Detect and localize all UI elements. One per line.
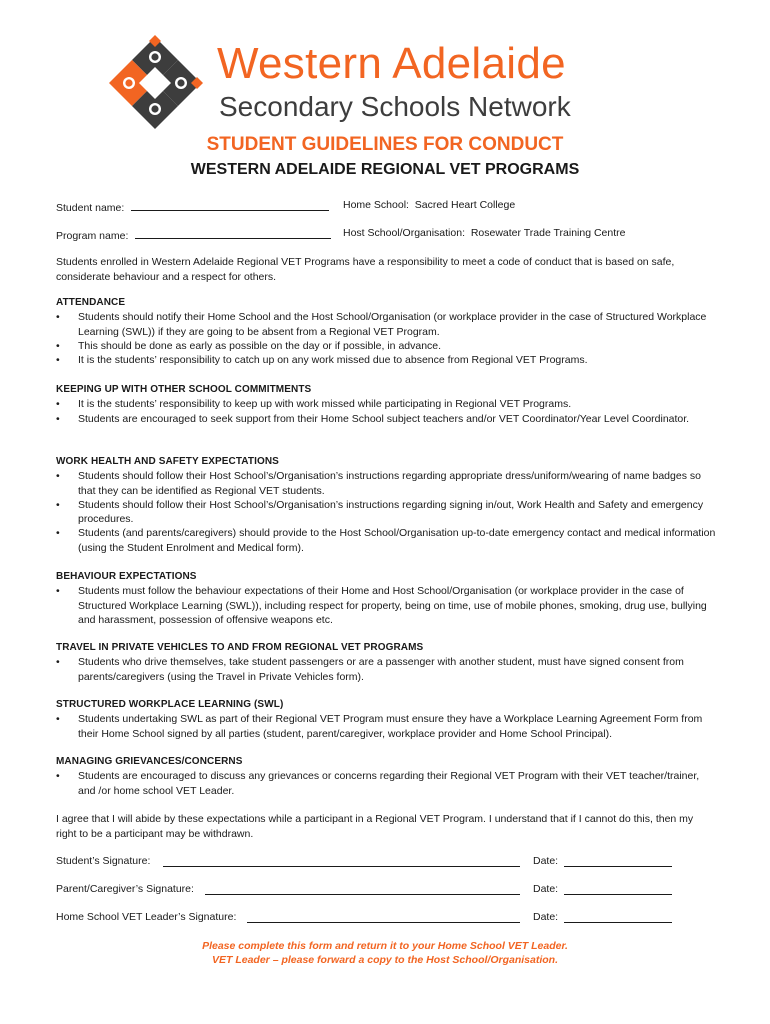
student-date-label: Date: bbox=[533, 855, 559, 867]
section-grievances bbox=[56, 755, 716, 798]
host-school-label: Host School/Organisation: bbox=[343, 227, 465, 239]
document-subtitle: WESTERN ADELAIDE REGIONAL VET PROGRAMS bbox=[190, 161, 580, 178]
host-school-row bbox=[343, 227, 626, 239]
leader-signature-label: Home School VET Leader’s Signature: bbox=[56, 911, 237, 923]
footer-instruction-line1: Please complete this form and return it to your Home School VET Leader. bbox=[202, 940, 568, 952]
section-school-commitments bbox=[56, 383, 716, 426]
home-school-value: Sacred Heart College bbox=[414, 199, 516, 211]
section-heading: WORK HEALTH AND SAFETY EXPECTATIONS bbox=[56, 456, 279, 467]
header-logo bbox=[105, 33, 665, 133]
list-item: • Students should notify their Home School and the Host School/Organisation (or workplace provider in the case of Structured Workplace Learning (SWL)) if they are going to be absent from a Regional VET Program. bbox=[56, 310, 716, 339]
list-item: • Students are encouraged to seek support from their Home School subject teachers and/or VET Coordinator/Year Level Coordinator. bbox=[56, 412, 716, 426]
student-name-row bbox=[56, 199, 329, 214]
parent-signature-field[interactable] bbox=[205, 883, 520, 895]
student-signature-label: Student’s Signature: bbox=[56, 855, 151, 867]
section-travel bbox=[56, 641, 716, 684]
agreement-paragraph: I agree that I will abide by these expectations while a participant in a Regional VET Program. I understand that if I cannot do this, then my right to be a participant may be withdrawn. bbox=[56, 813, 694, 840]
program-name-row bbox=[56, 227, 331, 242]
footer-instruction-line2: VET Leader – please forward a copy to the Host School/Organisation. bbox=[212, 954, 558, 966]
leader-signature-field[interactable] bbox=[247, 911, 520, 923]
list-item: • Students must follow the behaviour expectations of their Home and Host School/Organisation (or workplace provider in the case of Structured Workplace Learning (SWL)), including respect for property, being on time, use of mobile phones, smoking, drug use, bullying and harassment, possession of offensive weapons etc. bbox=[56, 584, 716, 627]
parent-date-label: Date: bbox=[533, 883, 559, 895]
list-item: • This should be done as early as possible on the day or if possible, in advance. bbox=[56, 339, 716, 353]
student-date-field[interactable] bbox=[564, 855, 672, 867]
home-school-label: Home School: bbox=[343, 199, 409, 211]
parent-date-field[interactable] bbox=[564, 883, 672, 895]
section-heading: STRUCTURED WORKPLACE LEARNING (SWL) bbox=[56, 699, 284, 710]
logo-title: Western Adelaide bbox=[217, 39, 566, 88]
student-name-label: Student name: bbox=[56, 202, 125, 214]
section-heading: MANAGING GRIEVANCES/CONCERNS bbox=[56, 756, 243, 767]
list-item: • Students should follow their Host School’s/Organisation’s instructions regarding appropriate dress/uniform/wearing of name badges so that they can be identified as Regional VET students. bbox=[56, 469, 716, 498]
section-behaviour bbox=[56, 570, 716, 627]
student-signature-field[interactable] bbox=[163, 855, 520, 867]
intro-paragraph: Students enrolled in Western Adelaide Regional VET Programs have a responsibility to meet a code of conduct that is based on safe, considerate behaviour and a respect for others. bbox=[56, 256, 675, 283]
section-heading: KEEPING UP WITH OTHER SCHOOL COMMITMENTS bbox=[56, 384, 312, 395]
list-item: • Students should follow their Host School’s/Organisation’s instructions regarding signing in/out, Work Health and Safety and emergency procedures. bbox=[56, 498, 716, 527]
program-name-field[interactable] bbox=[135, 227, 331, 239]
document-title: STUDENT GUIDELINES FOR CONDUCT bbox=[206, 134, 564, 155]
leader-date-field[interactable] bbox=[564, 911, 672, 923]
section-heading: ATTENDANCE bbox=[56, 297, 126, 308]
list-item: • Students who drive themselves, take student passengers or are a passenger with another student, must have signed consent from parents/caregivers (using the Travel in Private Vehicles form). bbox=[56, 655, 716, 684]
parent-signature-label: Parent/Caregiver’s Signature: bbox=[56, 883, 194, 895]
section-heading: TRAVEL IN PRIVATE VEHICLES TO AND FROM REGIONAL VET PROGRAMS bbox=[56, 642, 424, 653]
list-item: • Students undertaking SWL as part of their Regional VET Program must ensure they have a Workplace Learning Agreement Form from their Home School signed by all parties (student, parent/caregiver, workplace provider and Home School Principal). bbox=[56, 712, 716, 741]
list-item: • Students are encouraged to discuss any grievances or concerns regarding their Regional VET Program with their VET teacher/trainer, and /or home school VET Leader. bbox=[56, 769, 716, 798]
leader-date-label: Date: bbox=[533, 911, 559, 923]
list-item: • It is the students’ responsibility to keep up with work missed while participating in Regional VET Programs. bbox=[56, 397, 716, 411]
section-work-health-safety bbox=[56, 455, 716, 555]
section-attendance bbox=[56, 296, 716, 367]
logo-subtitle: Secondary Schools Network bbox=[219, 91, 571, 122]
list-item: • It is the students’ responsibility to catch up on any work missed due to absence from Regional VET Programs. bbox=[56, 353, 716, 367]
student-name-field[interactable] bbox=[131, 199, 329, 211]
section-swl bbox=[56, 698, 716, 741]
list-item: • Students (and parents/caregivers) should provide to the Host School/Organisation up-to-date emergency contact and medical information (using the Student Enrolment and Medical form). bbox=[56, 526, 716, 555]
host-school-value: Rosewater Trade Training Centre bbox=[470, 227, 626, 239]
section-heading: BEHAVIOUR EXPECTATIONS bbox=[56, 571, 197, 582]
network-people-diamond-logo-icon bbox=[105, 33, 205, 133]
program-name-label: Program name: bbox=[56, 230, 129, 242]
home-school-row bbox=[343, 199, 515, 211]
